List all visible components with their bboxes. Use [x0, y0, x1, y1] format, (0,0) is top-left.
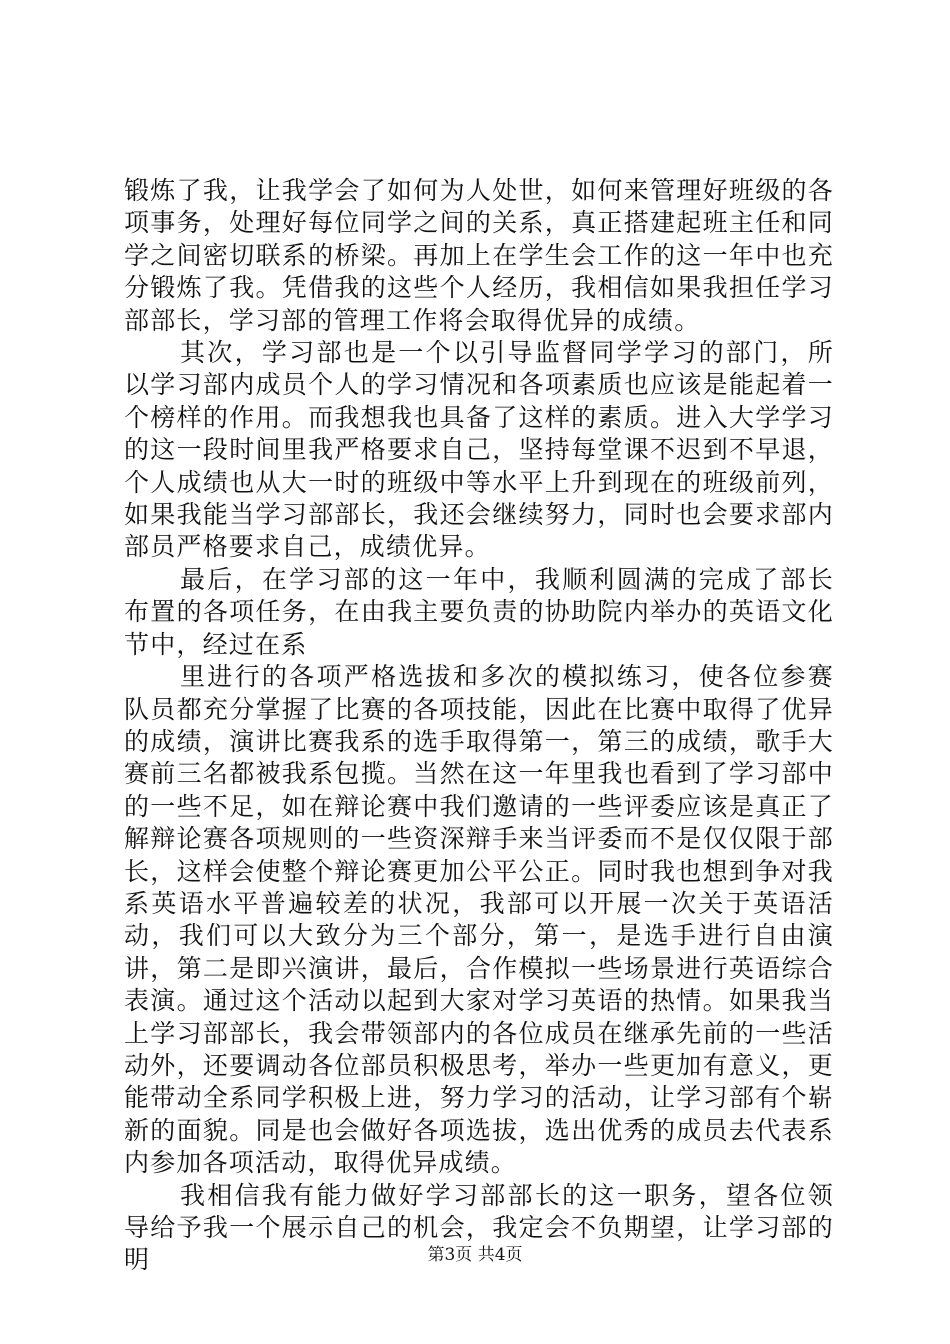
page-number-footer: 第3页 共4页 — [427, 1245, 523, 1265]
paragraph-1: 锻炼了我，让我学会了如何为人处世，如何来管理好班级的各项事务，处理好每位同学之间的关系，真正搭建起班主任和同学之间密切联系的桥梁。再加上在学生会工作的这一年中也充分锻炼了我。凭借我的这些个人经历，我相信如果我担任学习部部长，学习部的管理工作将会取得优异的成绩。 — [124, 176, 834, 335]
document-body — [124, 175, 834, 1277]
paragraph-2: 其次，学习部也是一个以引导监督同学学习的部门，所以学习部内成员个人的学习情况和各项素质也应该是能起着一个榜样的作用。而我想我也具备了这样的素质。进入大学学习的这一段时间里我严格要求自己，坚持每堂课不迟到不早退，个人成绩也从大一时的班级中等水平上升到现在的班级前列，如果我能当学习部部长，我还会继续努力，同时也会要求部内部员严格要求自己，成绩优异。 — [124, 338, 834, 562]
paragraph-5: 我相信我有能力做好学习部部长的这一职务，望各位领导给予我一个展示自己的机会，我定会不负期望，让学习部的明 — [124, 1180, 834, 1275]
paragraph-3: 最后，在学习部的这一年中，我顺利圆满的完成了部长布置的各项任务，在由我主要负责的协助院内举办的英语文化节中，经过在系 — [124, 564, 834, 659]
paragraph-4: 里进行的各项严格选拔和多次的模拟练习，使各位参赛队员都充分掌握了比赛的各项技能，因此在比赛中取得了优异的成绩，演讲比赛我系的选手取得第一，第三的成绩，歌手大赛前三名都被我系包揽。当然在这一年里我也看到了学习部中的一些不足，如在辩论赛中我们邀请的一些评委应该是真正了解辩论赛各项规则的一些资深辩手来当评委而不是仅仅限于部长，这样会使整个辩论赛更加公平公正。同时我也想到争对我系英语水平普遍较差的状况，我部可以开展一次关于英语活动，我们可以大致分为三个部分，第一，是选手进行自由演讲，第二是即兴演讲，最后，合作模拟一些场景进行英语综合表演。通过这个活动以起到大家对学习英语的热情。如果我当上学习部部长，我会带领部内的各位成员在继承先前的一些活动外，还要调动各位部员积极思考，举办一些更加有意义，更能带动全系同学积极上进，努力学习的活动，让学习部有个崭新的面貌。同是也会做好各项选拔，选出优秀的成员去代表系内参加各项活动，取得优异成绩。 — [124, 662, 834, 1178]
